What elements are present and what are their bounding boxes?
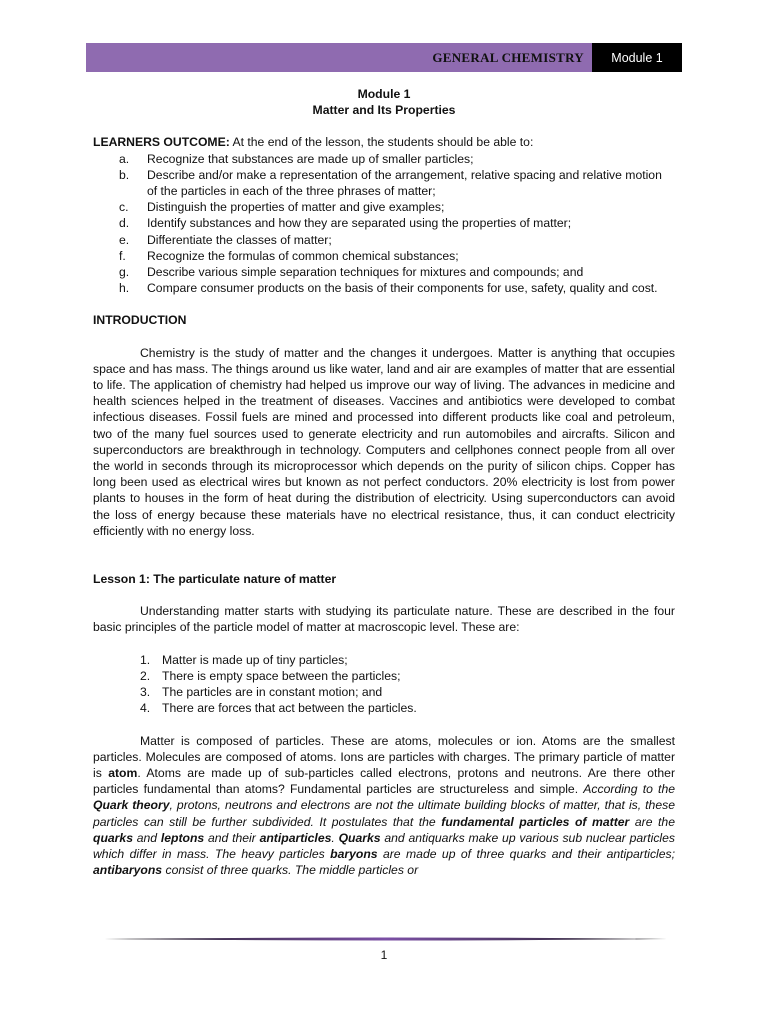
- module-subtitle: Matter and Its Properties: [312, 103, 456, 118]
- list-item-text: Identify substances and how they are separated using the properties of matter;: [147, 216, 572, 231]
- list-item: [93, 151, 675, 167]
- list-item: [93, 280, 675, 296]
- text-run: According to the: [583, 782, 675, 797]
- term-quarks: Quarks: [338, 830, 381, 845]
- list-item: [93, 264, 675, 280]
- list-item-text: Differentiate the classes of matter;: [147, 232, 332, 247]
- text-run: are the: [629, 814, 675, 829]
- list-marker: f.: [119, 248, 126, 263]
- text-run: . Atoms are made up of sub-particles called electrons, protons and neutrons. Are there other particles fundamental than atoms? Fundamental particles are structureless and simple.: [93, 765, 676, 797]
- list-marker: d.: [119, 216, 130, 231]
- text-run: and: [132, 830, 161, 845]
- document-body: [93, 86, 675, 878]
- term-atom: atom: [108, 765, 138, 780]
- page-header: [86, 43, 682, 72]
- list-item: [93, 248, 675, 264]
- list-item-text: The particles are in constant motion; and: [162, 685, 383, 700]
- footer-divider: [104, 937, 667, 941]
- list-item: [93, 167, 675, 199]
- page-number: 1: [380, 948, 388, 962]
- text-run: and antiquarks make up various sub nuclear particles which differ in mass. The heavy particles: [93, 830, 675, 861]
- text-run: consist of three quarks. The middle particles or: [162, 863, 419, 878]
- list-item-text: Recognize that substances are made up of smaller particles;: [147, 151, 474, 166]
- particles-paragraph: [93, 733, 675, 879]
- outcomes-list: [93, 151, 675, 297]
- list-item-text: There is empty space between the particles;: [162, 668, 401, 683]
- list-marker: a.: [119, 151, 130, 166]
- text-run: and their: [204, 830, 260, 845]
- principles-list: [93, 652, 675, 717]
- list-item-text: Recognize the formulas of common chemical substances;: [147, 248, 459, 263]
- outcomes-intro: [93, 134, 675, 150]
- lesson1-intro-paragraph: Understanding matter starts with studying its particulate nature. These are described in the four basic principles of the particle model of matter at macroscopic level. These are:: [93, 604, 675, 635]
- term-quark-theory: Quark theory: [93, 798, 170, 813]
- text-run: .: [331, 830, 339, 845]
- list-marker: c.: [119, 200, 129, 215]
- italic-passage: [93, 782, 675, 877]
- list-marker: g.: [119, 265, 130, 280]
- list-item: [93, 232, 675, 248]
- lesson1-heading: Lesson 1: The particulate nature of matter: [93, 572, 337, 587]
- list-item: [93, 215, 675, 231]
- term-antibaryons: antibaryons: [93, 863, 163, 878]
- introduction-heading: INTRODUCTION: [93, 313, 187, 328]
- list-marker: 4.: [140, 701, 151, 716]
- list-marker: h.: [119, 281, 130, 296]
- list-item-text: Matter is made up of tiny particles;: [162, 652, 348, 667]
- list-item: [93, 684, 675, 700]
- list-item-text: There are forces that act between the particles.: [162, 701, 417, 716]
- list-item-text: Compare consumer products on the basis of their components for use, safety, quality and cost.: [147, 281, 658, 296]
- list-item: [93, 668, 675, 684]
- text-run: , protons, neutrons and electrons are not the ultimate building blocks of matter, that is, these particles can still be further subdivided. It postulates that the: [93, 798, 675, 829]
- list-marker: e.: [119, 232, 130, 247]
- list-item: [93, 199, 675, 215]
- text-run: Matter is composed of particles. These are atoms, molecules or ion. Atoms are the smallest particles. Molecules are composed of atoms. Ions are particles with charges. The primary particle of matter is: [93, 733, 675, 780]
- term-quarks: quarks: [93, 830, 133, 845]
- term-antiparticles: antiparticles: [259, 830, 332, 845]
- list-item-text: Distinguish the properties of matter and give examples;: [147, 200, 445, 215]
- introduction-paragraph: Chemistry is the study of matter and the changes it undergoes. Matter is anything that occupies space and has mass. The things around us like water, land and air are examples of matter that are essential to life. The application of chemistry had helped us improve our way of living. The advances in medicine and health sciences helped in the treatment of diseases. Vaccines and antibiotics were developed to combat infectious diseases. Fossil fuels are mined and processed into different products like coal and petroleum, two of the many fuel sources used to generate electricity and run automobiles and aircrafts. Silicon and superconductors are breakthrough in technology. Computers and cellphones connect people from all over the world in seconds through its microprocessor which depends on the purity of silicon chips. Copper has long been used as electrical wires but known as not perfect conductors. 20% electricity is lost from power plants to houses in the form of heat during the distribution of electricity. Using superconductors can avoid the loss of energy because these materials have no electrical resistance, thus, it can conduct electricity efficiently with no energy loss.: [93, 345, 675, 538]
- module-title: Module 1: [357, 87, 411, 101]
- list-item-text: Describe various simple separation techniques for mixtures and compounds; and: [147, 265, 584, 280]
- list-item: [93, 700, 675, 716]
- list-marker: b.: [119, 167, 130, 182]
- outcomes-intro-text: At the end of the lesson, the students should be able to:: [229, 135, 534, 150]
- list-item: [93, 652, 675, 668]
- term-fundamental-particles: fundamental particles of matter: [441, 814, 630, 829]
- header-module-label: Module 1: [592, 43, 682, 72]
- list-marker: 3.: [140, 685, 151, 700]
- list-marker: 2.: [140, 668, 151, 683]
- outcomes-label: LEARNERS OUTCOME:: [93, 135, 230, 150]
- term-baryons: baryons: [330, 846, 378, 861]
- header-subject: GENERAL CHEMISTRY: [86, 43, 592, 72]
- term-leptons: leptons: [160, 830, 205, 845]
- list-marker: 1.: [140, 652, 151, 667]
- text-run: are made up of three quarks and their antiparticles;: [377, 846, 675, 861]
- list-item-text: Describe and/or make a representation of the arrangement, relative spacing and relative motion of the particles in each of the three phrases of matter;: [147, 167, 662, 199]
